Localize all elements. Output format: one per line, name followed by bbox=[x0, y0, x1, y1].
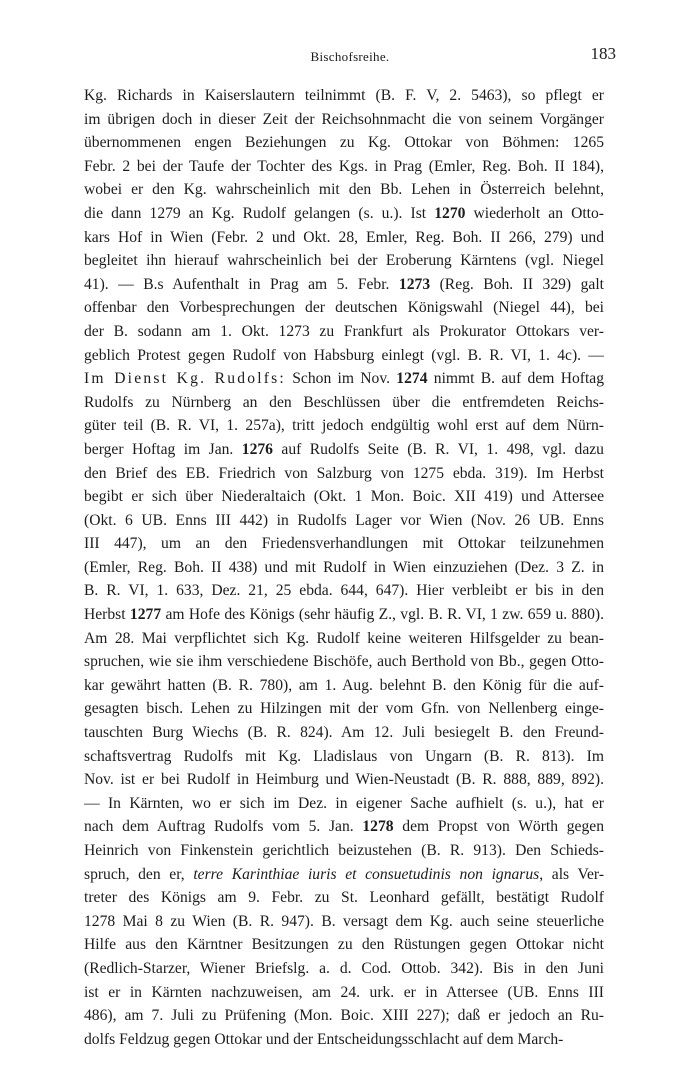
running-head bbox=[0, 44, 700, 68]
text-line bbox=[84, 485, 604, 509]
text-fragment: gesagten bisch. Lehen zu Hilzingen mit der vom Gfn. von Nellenberg einge- bbox=[84, 700, 604, 718]
text-line bbox=[84, 344, 604, 368]
text-fragment: Herbst bbox=[84, 606, 130, 624]
text-fragment: ist er in Kärnten nachzuweisen, am 24. urk. er in Attersee (UB. Enns III bbox=[84, 983, 604, 1001]
text-line bbox=[84, 84, 604, 108]
text-line bbox=[84, 863, 604, 887]
text-fragment: im übrigen doch in dieser Zeit der Reichsohnmacht die von seinem Vorgänger bbox=[84, 110, 604, 128]
text-line bbox=[84, 202, 604, 226]
text-fragment: 486), am 7. Juli zu Prüfening (Mon. Boic. XIII 227); daß er jedoch an Ru- bbox=[84, 1007, 604, 1025]
text-line bbox=[84, 462, 604, 486]
latin-quote: terre Karinthiae iuris et consuetudinis non ignarus bbox=[193, 865, 540, 883]
running-head-title: Bischofsreihe. bbox=[310, 49, 390, 64]
year-bold: 1276 bbox=[241, 440, 273, 458]
text-line bbox=[84, 745, 604, 769]
text-line bbox=[84, 509, 604, 533]
text-line bbox=[84, 792, 604, 816]
text-fragment: spruch, den er, bbox=[84, 865, 194, 883]
text-fragment: B. R. VI, 1. 633, Dez. 21, 25 ebda. 644, 647). Hier verbleibt er bis in den bbox=[84, 582, 604, 600]
text-fragment: (Emler, Reg. Boh. II 438) und mit Rudolf in Wien einzuziehen (Dez. 3 Z. in bbox=[84, 558, 604, 576]
text-line bbox=[84, 131, 604, 155]
text-line bbox=[84, 627, 604, 651]
text-line bbox=[84, 721, 604, 745]
text-fragment: (Redlich-Starzer, Wiener Briefslg. a. d. Cod. Ottob. 342). Bis in den Juni bbox=[84, 959, 604, 977]
text-fragment: begibt er sich über Niederaltaich (Okt. 1 Mon. Boic. XII 419) und Attersee bbox=[84, 488, 604, 506]
text-fragment: , als Ver- bbox=[539, 865, 604, 883]
text-line bbox=[84, 886, 604, 910]
text-fragment: Heinrich von Finkenstein gerichtlich beizustehen (B. R. 913). Den Schieds- bbox=[84, 842, 604, 859]
text-line bbox=[84, 296, 604, 320]
year-bold: 1274 bbox=[396, 370, 428, 388]
text-fragment: Rudolfs zu Nürnberg an den Beschlüssen über die entfremdeten Reichs- bbox=[84, 393, 604, 411]
text-fragment: 41). — B.s Aufenthalt in Prag am 5. Febr. bbox=[84, 275, 399, 293]
text-fragment: 1278 Mai 8 zu Wien (B. R. 947). B. versagt dem Kg. auch seine steuerliche bbox=[84, 912, 604, 930]
text-line bbox=[84, 226, 604, 250]
text-line bbox=[84, 981, 604, 1005]
text-line bbox=[84, 438, 604, 462]
text-fragment: nimmt B. auf dem Hoftag bbox=[427, 370, 604, 388]
text-fragment: — In Kärnten, wo er sich im Dez. in eigener Sache aufhielt (s. u.), hat er bbox=[84, 794, 604, 812]
text-line bbox=[84, 108, 604, 132]
text-fragment: übernommenen engen Beziehungen zu Kg. Ottokar von Böhmen: 1265 bbox=[84, 134, 604, 152]
text-fragment: spruchen, wie sie ihm verschiedene Bischöfe, auch Berthold von Bb., gegen Otto- bbox=[84, 653, 604, 671]
text-fragment: geblich Protest gegen Rudolf von Habsburg einlegt (vgl. B. R. VI, 1. 4c). — bbox=[84, 346, 604, 364]
text-line bbox=[84, 155, 604, 179]
text-fragment: (Reg. Boh. II 329) galt bbox=[430, 275, 604, 293]
text-line bbox=[84, 320, 604, 344]
text-fragment: kars Hof in Wien (Febr. 2 und Okt. 28, Emler, Reg. Boh. II 266, 279) und bbox=[84, 228, 604, 246]
text-fragment: wiederholt an Otto- bbox=[465, 204, 604, 222]
text-fragment: offenbar den Vorbesprechungen der deutschen Königswahl (Niegel 44), bei bbox=[84, 299, 604, 317]
body-text bbox=[84, 84, 604, 1051]
year-bold: 1277 bbox=[129, 606, 162, 624]
text-fragment: tauschten Burg Wiechs (B. R. 824). Am 12. Juli besiegelt B. den Freund- bbox=[84, 724, 604, 742]
text-fragment: Hilfe aus den Kärntner Besitzungen zu den Rüstungen gegen Ottokar nicht bbox=[84, 936, 604, 954]
text-fragment: der B. sodann am 1. Okt. 1273 zu Frankfurt als Prokurator Ottokars ver- bbox=[84, 322, 604, 340]
text-line bbox=[84, 391, 604, 415]
text-line bbox=[84, 815, 604, 839]
text-fragment: Febr. 2 bei der Taufe der Tochter des Kgs. in Prag (Emler, Reg. Boh. II 184), bbox=[84, 157, 604, 175]
text-line bbox=[84, 910, 604, 934]
text-fragment: den Brief des EB. Friedrich von Salzburg von 1275 ebda. 319). Im Herbst bbox=[84, 464, 604, 482]
text-line bbox=[84, 933, 604, 957]
text-line bbox=[84, 532, 604, 556]
year-bold: 1273 bbox=[398, 275, 431, 293]
text-fragment: wobei er den Kg. wahrscheinlich mit den Bb. Lehen in Österreich belehnt, bbox=[84, 181, 604, 199]
text-line bbox=[84, 650, 604, 674]
text-fragment: dem Propst von Wörth gegen bbox=[393, 818, 604, 836]
text-fragment: begleitet ihn hierauf wahrscheinlich bei der Eroberung Kärntens (vgl. Niegel bbox=[84, 252, 604, 270]
text-fragment: die dann 1279 an Kg. Rudolf gelangen (s. u.). Ist bbox=[84, 204, 435, 222]
text-fragment: auf Rudolfs Seite (B. R. VI, 1. 498, vgl. dazu bbox=[272, 440, 604, 458]
text-line bbox=[84, 957, 604, 981]
text-fragment: berger Hoftag im Jan. bbox=[84, 440, 242, 458]
text-fragment: treter des Königs am 9. Febr. zu St. Leonhard gefällt, bestätigt Rudolf bbox=[84, 889, 604, 907]
text-line bbox=[84, 579, 604, 603]
text-fragment: dolfs Feldzug gegen Ottokar und der Entscheidungsschlacht auf dem March- bbox=[84, 1030, 564, 1048]
text-fragment: Nov. ist er bei Rudolf in Heimburg und Wien-Neustadt (B. R. 888, 889, 892). bbox=[84, 771, 604, 789]
text-line bbox=[84, 178, 604, 202]
text-line bbox=[84, 414, 604, 438]
text-line bbox=[84, 249, 604, 273]
text-fragment: schaftsvertrag Rudolfs mit Kg. Lladislaus von Ungarn (B. R. 813). Im bbox=[84, 747, 604, 765]
text-line bbox=[84, 768, 604, 792]
text-line bbox=[84, 839, 604, 863]
text-fragment: güter teil (B. R. VI, 1. 257a), tritt jedoch endgültig wohl erst auf dem Nürn- bbox=[84, 417, 604, 435]
text-line bbox=[84, 556, 604, 580]
text-fragment: Am 28. Mai verpflichtet sich Kg. Rudolf keine weiteren Hilfsgelder zu bean- bbox=[84, 629, 604, 647]
text-line bbox=[84, 697, 604, 721]
text-line bbox=[84, 1028, 604, 1052]
text-fragment: nach dem Auftrag Rudolfs vom 5. Jan. bbox=[84, 818, 363, 836]
text-line bbox=[84, 367, 604, 391]
text-line bbox=[84, 674, 604, 698]
text-line bbox=[84, 273, 604, 297]
text-fragment: Schon im Nov. bbox=[285, 370, 397, 388]
text-fragment: III 447), um an den Friedensverhandlungen mit Ottokar teilzunehmen bbox=[84, 535, 604, 553]
year-bold: 1278 bbox=[362, 818, 394, 836]
year-bold: 1270 bbox=[434, 204, 466, 222]
text-line bbox=[84, 603, 604, 627]
text-fragment: Kg. Richards in Kaiserslautern teilnimmt (B. F. V, 2. 5463), so pflegt er bbox=[84, 87, 604, 104]
text-line bbox=[84, 1004, 604, 1028]
section-heading-spaced: Im Dienst Kg. Rudolfs: bbox=[84, 370, 286, 388]
text-fragment: (Okt. 6 UB. Enns III 442) in Rudolfs Lager vor Wien (Nov. 26 UB. Enns bbox=[84, 511, 604, 529]
page-number: 183 bbox=[590, 44, 616, 63]
text-fragment: am Hofe des Königs (sehr häufig Z., vgl. B. R. VI, 1 zw. 659 u. 880). bbox=[161, 606, 604, 624]
text-fragment: kar gewährt hatten (B. R. 780), am 1. Aug. belehnt B. den König für die auf- bbox=[84, 676, 604, 694]
